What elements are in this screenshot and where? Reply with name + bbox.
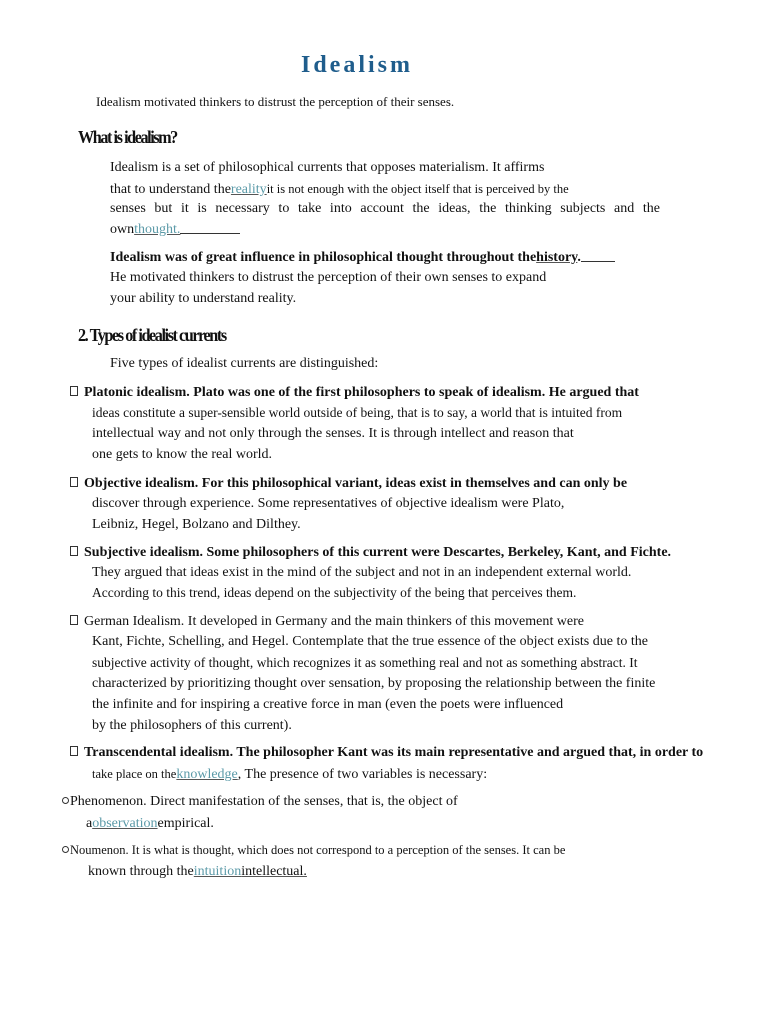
- german-line5: the infinite and for inspiring a creative force in man (even the poets were influenced: [92, 697, 564, 712]
- knowledge-link[interactable]: knowledge: [176, 767, 238, 782]
- s1-p1-line2-text-b: it is not enough with the object itself that is perceived by the: [266, 182, 569, 196]
- phenomenon-line2-text-b: empirical.: [157, 816, 214, 831]
- german-line1: German Idealism. It developed in Germany and the main thinkers of this movement were: [84, 614, 584, 629]
- section2-heading: 2. Types of idealist currents: [78, 325, 226, 345]
- german-line6: by the philosophers of this current).: [92, 718, 292, 733]
- objective-line3: Leibniz, Hegel, Bolzano and Dilthey.: [92, 517, 301, 532]
- platonic-line1: Platonic idealism. Plato was one of the first philosophers to speak of idealism. He argued that: [84, 385, 639, 400]
- subjective-line2: They argued that ideas exist in the mind of the subject and not in an independent external world.: [92, 565, 632, 580]
- s1-p1-line1: Idealism is a set of philosophical currents that opposes materialism. It affirms: [110, 160, 545, 175]
- circle-bullet-icon: [62, 846, 69, 853]
- s1-p1-line3: senses but it is necessary to take into account the ideas, the thinking subjects and the: [110, 201, 660, 216]
- reality-link[interactable]: reality: [230, 182, 267, 197]
- s1-p1-line2-text-a: that to understand the: [110, 182, 231, 197]
- transcendental-line2-text-b: , The presence of two variables is necessary:: [237, 767, 488, 782]
- objective-line2: discover through experience. Some representatives of objective idealism were Plato,: [92, 496, 565, 511]
- history-link[interactable]: history: [536, 250, 578, 265]
- s1-p2-line1: [110, 249, 615, 267]
- german-line2: Kant, Fichte, Schelling, and Hegel. Contemplate that the true essence of the object exists due to the: [92, 634, 648, 649]
- transcendental-line2-text-a: take place on the: [92, 767, 177, 781]
- noumenon-line2-text-a: known through the: [88, 864, 194, 879]
- noumenon-line2: [88, 863, 307, 881]
- subjective-line3: According to this trend, ideas depend on the subjectivity of the being that perceives them.: [92, 585, 577, 600]
- platonic-line3: intellectual way and not only through the senses. It is through intellect and reason that: [92, 426, 574, 441]
- thought-link[interactable]: thought.: [134, 222, 181, 237]
- s1-p2-line3: your ability to understand reality.: [110, 291, 297, 306]
- square-bullet-icon: [70, 477, 78, 487]
- intuition-link[interactable]: intuition: [193, 864, 242, 879]
- subjective-line1: Subjective idealism. Some philosophers of this current were Descartes, Berkeley, Kant, and Fichte.: [84, 545, 672, 560]
- square-bullet-icon: [70, 546, 78, 556]
- german-line3: subjective activity of thought, which recognizes it as something real and not as something abstract. It: [92, 655, 638, 670]
- list-item-german: [70, 613, 584, 631]
- intro-text: Idealism motivated thinkers to distrust the perception of their senses.: [96, 94, 455, 109]
- section1-heading: What is idealism?: [78, 127, 177, 147]
- square-bullet-icon: [70, 615, 78, 625]
- square-bullet-icon: [70, 746, 78, 756]
- german-line4: characterized by prioritizing thought over sensation, by proposing the relationship between the finite: [92, 676, 656, 691]
- s1-p2-line2: He motivated thinkers to distrust the perception of their own senses to expand: [110, 270, 547, 285]
- page-title: Idealism: [300, 52, 413, 78]
- noumenon-line1: Noumenon. It is what is thought, which does not correspond to a perception of the senses. It can be: [70, 843, 566, 857]
- circle-bullet-icon: [62, 797, 69, 804]
- s1-p2-line1-text-c: .: [577, 250, 581, 265]
- s2-lead: Five types of idealist currents are distinguished:: [110, 356, 379, 371]
- transcendental-line2: [92, 765, 487, 784]
- list-item-transcendental: [70, 744, 703, 762]
- phenomenon-line2: [86, 815, 214, 833]
- noumenon-line2-text-b: intellectual.: [241, 864, 307, 879]
- list-item-noumenon: [62, 841, 565, 859]
- objective-line1: Objective idealism. For this philosophical variant, ideas exist in themselves and can only be: [84, 476, 628, 491]
- s1-p1-line4-text-a: own: [110, 222, 135, 237]
- list-item-platonic: [70, 384, 639, 402]
- list-item-objective: [70, 475, 627, 493]
- platonic-line4: one gets to know the real world.: [92, 447, 273, 462]
- square-bullet-icon: [70, 386, 78, 396]
- observation-link[interactable]: observation: [92, 816, 158, 831]
- s1-p1-line4: [110, 221, 240, 239]
- list-item-subjective: [70, 544, 671, 562]
- list-item-phenomenon: [62, 793, 458, 811]
- platonic-line2: ideas constitute a super-sensible world outside of being, that is to say, a world that is intuited from: [92, 405, 623, 420]
- s1-p2-line1-text-a: Idealism was of great influence in philosophical thought throughout the: [110, 250, 537, 265]
- phenomenon-line2-text-a: a: [86, 816, 93, 831]
- s1-p1-line2: [110, 180, 569, 199]
- underline-blank: [180, 221, 240, 234]
- underline-blank: [581, 249, 615, 262]
- transcendental-line1: Transcendental idealism. The philosopher Kant was its main representative and argued that, in order to: [84, 745, 704, 760]
- phenomenon-line1: Phenomenon. Direct manifestation of the senses, that is, the object of: [70, 794, 458, 809]
